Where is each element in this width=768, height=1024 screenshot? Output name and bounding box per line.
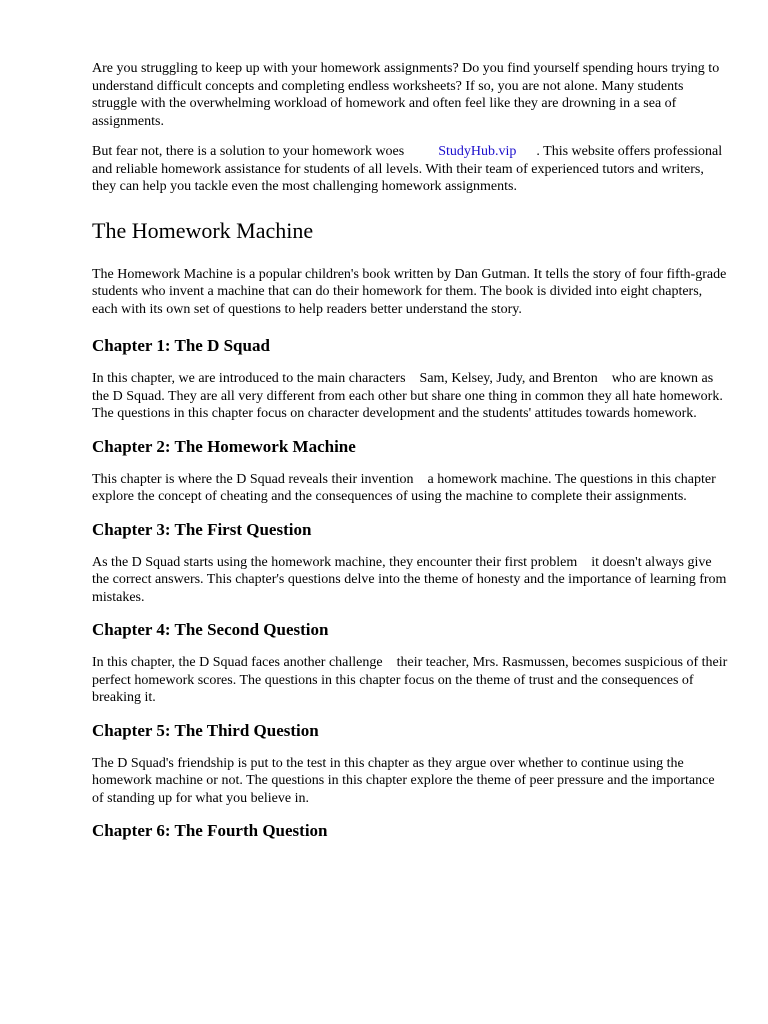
chapter-1-text-b: Sam, Kelsey, Judy, and Brenton — [419, 371, 598, 386]
chapter-4-heading: Chapter 4: The Second Question — [92, 620, 329, 639]
chapter-1-text-a: In this chapter, we are introduced to the main characters — [92, 371, 406, 386]
chapter-2-text-a: This chapter is where the D Squad reveals their invention — [92, 471, 414, 487]
article-lead-paragraph: The Homework Machine is a popular children's book written by Dan Gutman. It tells the story of four fifth-grade students who invent a machine that can do their homework for them. The book is divided into eight chapters, each with its own set of questions to help readers better understand the story. — [92, 266, 727, 317]
solution-text-end: . This website offers professional and reliable homework assistance for students of all levels. With their team of experienced tutors and writers, they can help you tackle even the most challenging homework assignments. — [92, 144, 723, 194]
chapter-2-text — [92, 471, 728, 506]
chapter-2-heading: Chapter 2: The Homework Machine — [92, 436, 356, 456]
chapter-6-heading: Chapter 6: The Fourth Question — [92, 821, 328, 840]
document-page — [92, 60, 728, 855]
chapter-1-text-c: who are known as the D Squad. They are all very different from each other but share one thing in common they all hate homework. The questions in this chapter focus on character development and the students' attitudes towards homework. — [92, 371, 723, 421]
chapter-5-text: The D Squad's friendship is put to the test in this chapter as they argue over whether to continue using the homework machine or not. The questions in this chapter explore the theme of peer pressure and the importance of standing up for what you believe in. — [92, 755, 715, 806]
chapter-3-text-b: it doesn't always give the correct answers. This chapter's questions delve into the theme of honesty and the importance of learning from mistakes. — [92, 554, 727, 605]
chapter-4-text-b: their teacher, Mrs. Rasmussen, becomes suspicious of their perfect homework scores. The questions in this chapter focus on the theme of trust and the consequences of breaking it. — [92, 655, 728, 705]
chapter-2-text-b: a homework machine. The questions in this chapter explore the concept of cheating and the consequences of using the machine to complete their assignments. — [92, 471, 716, 504]
chapter-3-text-a: As the D Squad starts using the homework machine, they encounter their first problem — [92, 554, 578, 570]
chapter-3-heading: Chapter 3: The First Question — [92, 519, 312, 539]
article-title: The Homework Machine — [92, 217, 314, 243]
studyhub-link[interactable]: StudyHub.vip — [438, 144, 517, 159]
chapter-4-text-a: In this chapter, the D Squad faces another challenge — [92, 655, 383, 670]
solution-text-start: But fear not, there is a solution to your homework woes — [92, 144, 405, 159]
chapter-5-heading: Chapter 5: The Third Question — [92, 720, 319, 740]
chapter-1-text — [92, 370, 728, 423]
solution-paragraph — [92, 143, 728, 196]
chapter-4-text — [92, 654, 728, 707]
chapter-3-text — [92, 554, 728, 607]
intro-paragraph: Are you struggling to keep up with your homework assignments? Do you find yourself spending hours trying to understand difficult concepts and completing endless worksheets? If so, you are not alone. Many students struggle with the overwhelming workload of homework and often feel like they are drowning in a sea of assignments. — [92, 61, 720, 129]
chapter-1-heading: Chapter 1: The D Squad — [92, 336, 270, 355]
